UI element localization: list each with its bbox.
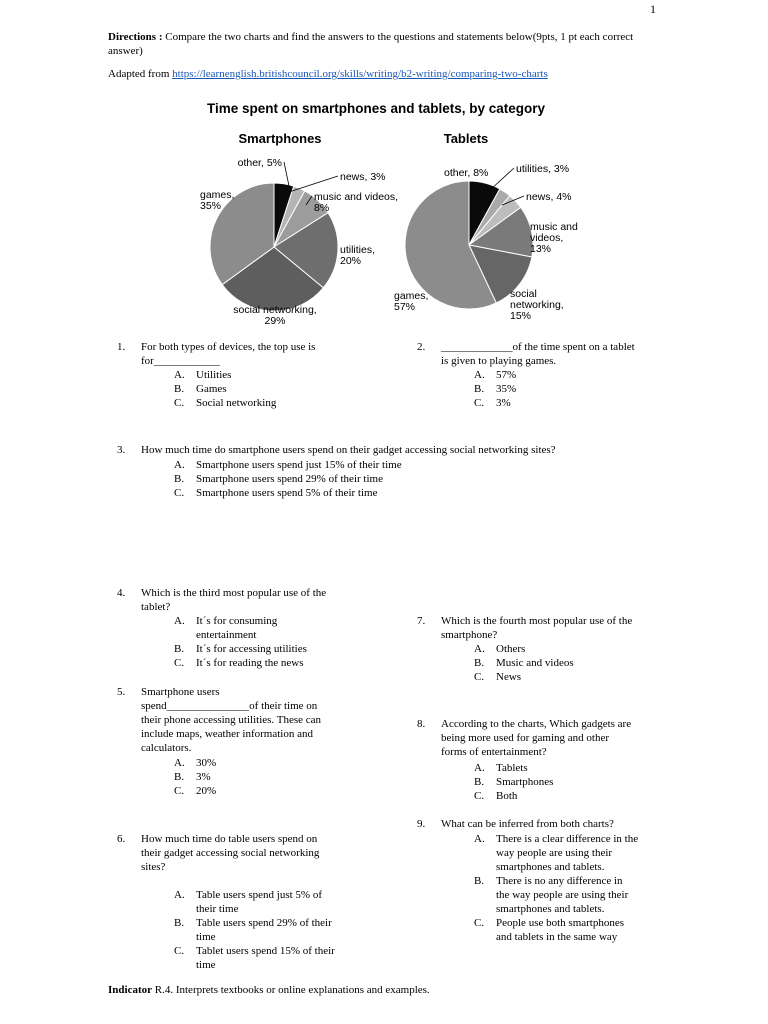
option-letter: C. [174,397,185,409]
directions-label: Directions : [108,31,163,43]
pie-charts-svg [190,92,630,328]
option-text: 20% [196,785,217,797]
option-text: 35% [496,383,517,395]
pie-label-smartphones-3: utilities, 20% [340,244,376,267]
option-text: Smartphones [496,776,554,788]
option-text: 57% [496,369,517,381]
option-text: way people are using their [496,847,613,859]
question-number: 4. [117,587,126,599]
option-letter: B. [474,657,485,669]
option-text: Table users spend just 5% of [196,889,323,901]
question-stem-line: Which is the fourth most popular use of the [441,615,633,627]
option-text: Both [496,790,518,802]
option-letter: C. [174,785,185,797]
option-letter: B. [174,771,185,783]
question-stem [441,717,631,759]
question-stem-line: smartphone? [441,629,498,641]
source-link[interactable]: https://learnenglish.britishcouncil.org/skills/writing/b2-writing/comparing-two-charts [172,68,548,80]
question-stem [141,340,315,368]
option-letter: A. [174,757,185,769]
question-stem-line: their phone accessing utilities. These can [141,714,322,726]
question-stem-line: Which is the third most popular use of the [141,587,327,599]
question-stem-line: include maps, weather information and [141,728,313,740]
question-number: 1. [117,341,126,353]
adapted-prefix: Adapted from [108,68,173,80]
question-stem [141,832,319,874]
option-text: the way people are using their [496,889,629,901]
option-letter: B. [174,473,185,485]
option-text: Social networking [196,397,277,409]
directions-text: Compare the two charts and find the answers to the questions and statements below(9pts, 1 pt each correct answer) [108,31,634,57]
pie-label-smartphones-5: games, 35% [200,189,235,212]
option-letter: B. [174,383,185,395]
option-text: People use both smartphones [496,917,625,929]
option-text: time [196,931,216,943]
option-text: There is no any difference in [496,875,623,887]
option-letter: C. [174,945,185,957]
option-letter: A. [174,369,185,381]
pie-label-tablets-3: music and videos, 13% [530,221,578,255]
option-letter: C. [174,487,185,499]
option-text: 30% [196,757,217,769]
option-text: 3% [196,771,211,783]
option-text: Utilities [196,369,232,381]
option-text: entertainment [196,629,257,641]
option-text: Table users spend 29% of their [196,917,332,929]
option-letter: B. [474,776,485,788]
option-text: Tablet users spend 15% of their [196,945,335,957]
question-stem-line: calculators. [141,742,192,754]
option-text: It´s for consuming [196,615,278,627]
indicator-text: R.4. Interprets textbooks or online explanations and examples. [152,984,430,996]
pie-label-smartphones-1: news, 3% [340,171,386,183]
question-stem-line: for____________ [141,355,220,367]
pie-label-tablets-2: news, 4% [526,191,572,203]
question-stem-line: _____________of the time spent on a tablet [441,341,635,353]
option-text: smartphones and tablets. [496,903,605,915]
option-text: Games [196,383,227,395]
page-number: 1 [650,2,656,16]
adapted-from [108,68,548,80]
question-number: 9. [417,818,426,830]
option-letter: A. [474,833,485,845]
option-text: smartphones and tablets. [496,861,605,873]
option-letter: C. [474,917,485,929]
option-text: 3% [496,397,511,409]
option-text: News [496,671,522,683]
option-letter: C. [174,657,185,669]
question-number: 6. [117,833,126,845]
option-text: Tablets [496,762,528,774]
smartphones-subtitle: Smartphones [238,131,322,146]
question-stem-line: is given to playing games. [441,355,557,367]
option-letter: A. [174,459,185,471]
pie-leader-line [284,162,289,186]
question-stem-line: forms of entertainment? [441,746,547,758]
option-letter: B. [174,917,185,929]
option-letter: B. [474,875,485,887]
option-letter: A. [474,369,485,381]
option-letter: C. [474,671,485,683]
question-stem-line: being more used for gaming and other [441,732,610,744]
option-text: their time [196,903,239,915]
question-stem-line: How much time do smartphone users spend on their gadget accessing social networking sites? [141,444,556,456]
pie-label-smartphones-4: social networking, 29% [233,304,317,327]
option-letter: A. [174,615,185,627]
pie-charts [190,92,630,328]
question-stem-line: For both types of devices, the top use is [141,341,316,353]
chart-title: Time spent on smartphones and tablets, by category [206,101,546,116]
indicator-label: Indicator [108,984,152,996]
indicator [108,984,430,996]
question-number: 5. [117,686,126,698]
option-text: It´s for reading the news [196,657,304,669]
option-letter: A. [474,762,485,774]
pie-leader-line [489,168,514,191]
question-stem-line: their gadget accessing social networking [141,847,320,859]
question-stem-line: sites? [141,861,166,873]
option-letter: B. [474,383,485,395]
option-letter: B. [174,643,185,655]
pie-label-tablets-5: games, 57% [394,290,429,313]
question-stem-line: How much time do table users spend on [141,833,318,845]
pie-leader-line [289,176,338,192]
question-stem-line: What can be inferred from both charts? [441,818,614,830]
question-number: 7. [417,615,426,627]
option-text: It´s for accessing utilities [196,643,307,655]
option-letter: C. [474,790,485,802]
option-letter: A. [474,643,485,655]
pie-label-tablets-1: utilities, 3% [516,163,570,175]
pie-label-tablets-4: social networking, 15% [510,288,564,322]
pie-label-tablets-0: other, 8% [444,167,489,179]
option-text: and tablets in the same way [496,931,618,943]
option-text: Smartphone users spend just 15% of their time [196,459,402,471]
question-stem-line: According to the charts, Which gadgets are [441,718,632,730]
question-stem [441,340,635,368]
question-number: 2. [417,341,426,353]
question-stem [441,817,614,831]
question-stem-line: spend_______________of their time on [141,700,318,712]
question-stem-line: Smartphone users [141,686,220,698]
option-text: time [196,959,216,971]
option-text: Smartphone users spend 5% of their time [196,487,378,499]
tablets-subtitle: Tablets [443,131,489,146]
option-letter: A. [174,889,185,901]
option-letter: C. [474,397,485,409]
directions [108,30,668,58]
option-text: There is a clear difference in the [496,833,639,845]
question-stem [141,443,556,457]
question-stem-line: tablet? [141,601,171,613]
option-text: Music and videos [496,657,574,669]
question-stem [441,614,632,642]
pie-label-smartphones-0: other, 5% [237,157,282,169]
question-number: 3. [117,444,126,456]
option-text: Smartphone users spend 29% of their time [196,473,383,485]
question-number: 8. [417,718,426,730]
question-stem [141,685,321,755]
pie-label-smartphones-2: music and videos, 8% [314,191,399,214]
option-text: Others [496,643,526,655]
question-stem [141,586,326,614]
